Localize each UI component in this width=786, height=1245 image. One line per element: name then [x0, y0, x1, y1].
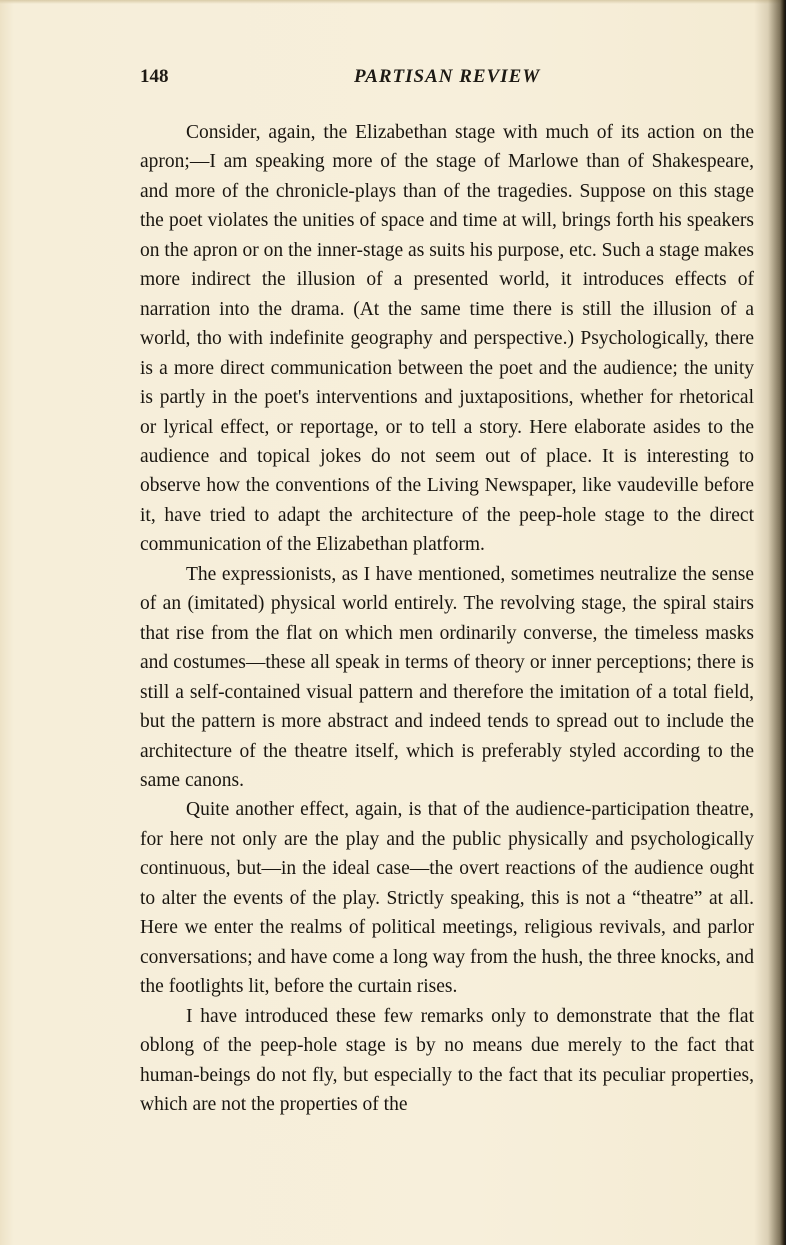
page-top-edge: [0, 0, 786, 4]
running-head: [0, 66, 786, 94]
paragraph-4: I have introduced these few remarks only to demonstrate that the flat oblong of the peep-hole stage is by no means due merely to the fact that human-beings do not fly, but especially to the fact that its peculiar properties, which are not the properties of the: [140, 1005, 754, 1115]
paragraph-3: Quite another effect, again, is that of the audience-participation theatre, for here not only are the play and the public physically and psychologically continuous, but—in the ideal case—the overt reactions of the audience ought to alter the events of the play. Strictly speaking, this is not a “theatre” at all. Here we enter the realms of political meetings, religious revivals, and parlor conversations; and have come a long way from the hush, the three knocks, and the footlights lit, before the curtain rises.: [140, 799, 754, 998]
page-number: 148: [140, 66, 169, 87]
binding-gutter-shadow: [754, 0, 786, 1245]
journal-title: PARTISAN REVIEW: [354, 66, 541, 87]
paragraph-2: The expressionists, as I have mentioned, sometimes neutralize the sense of an (imitated) physical world entirely. The revolving stage, the spiral stairs that rise from the flat on which men ordinarily converse, the timeless masks and costumes—these all speak in terms of theory or inner perceptions; there is still a self-contained visual pattern and therefore the imitation of a total field, but the pattern is more abstract and indeed tends to spread out to include the architecture of the theatre itself, which is preferably styled according to the same canons.: [140, 563, 754, 791]
body-text: [140, 118, 754, 1119]
paragraph-1: Consider, again, the Elizabethan stage with much of its action on the apron;—I am speaking more of the stage of Marlowe than of Shakespeare, and more of the chronicle-plays than of the tragedies. Suppose on this stage the poet violates the unities of space and time at will, brings forth his speakers on the apron or on the inner-stage as suits his purpose, etc. Such a stage makes more indirect the illusion of a presented world, it introduces effects of narration into the drama. (At the same time there is still the illusion of a world, tho with indefinite geography and perspective.) Psychologically, there is a more direct communication between the poet and the audience; the unity is partly in the poet's interventions and juxtapositions, whether for rhetorical or lyrical effect, or reportage, or to tell a story. Here elaborate asides to the audience and topical jokes do not seem out of place. It is interesting to observe how the conventions of the Living Newspaper, like vaudeville before it, have tried to adapt the architecture of the peep-hole stage to the direct communication of the Elizabethan platform.: [140, 122, 754, 556]
